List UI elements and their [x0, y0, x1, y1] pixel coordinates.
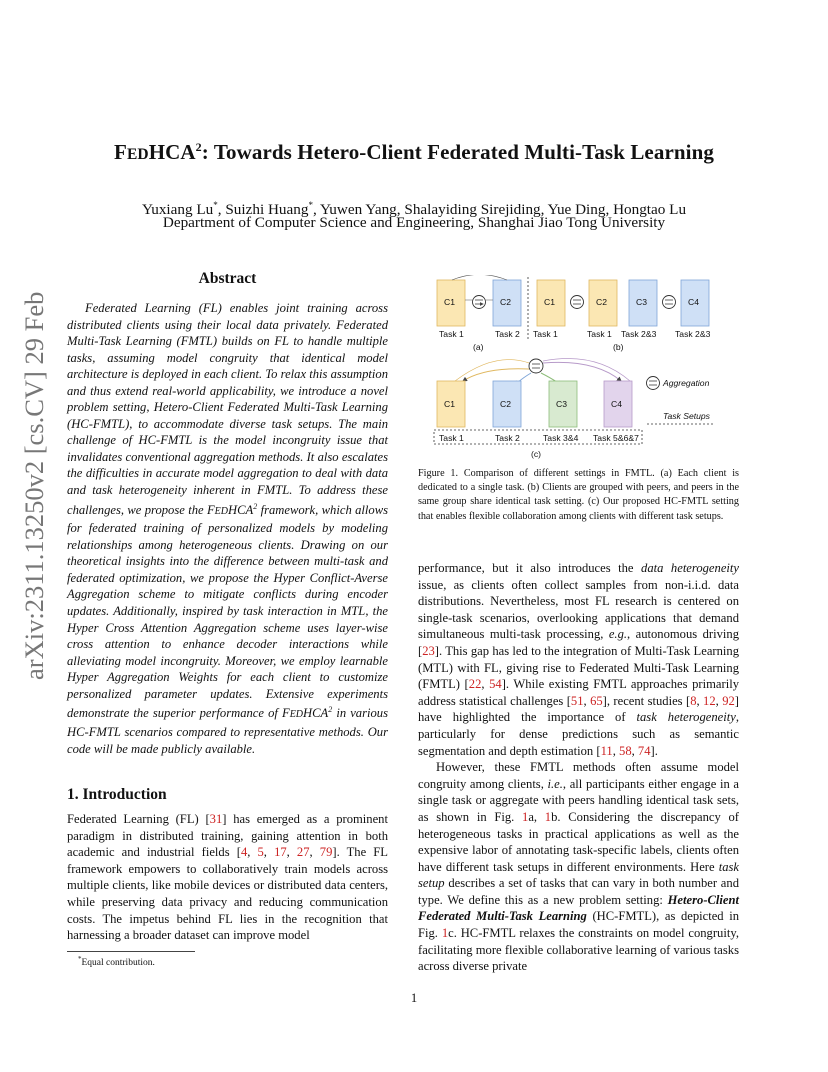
- right-column-text: [418, 560, 739, 975]
- author-list: Yuxiang Lu*, Suizhi Huang*, Yuwen Yang, Shalayiding Sirejiding, Yue Ding, Hongtao Lu: [141, 200, 687, 219]
- task-label: Task 1: [439, 329, 464, 339]
- task-label: Task 2&3: [675, 329, 711, 339]
- client-label: C3: [636, 297, 647, 307]
- citation-link[interactable]: 65: [590, 693, 603, 708]
- body-text: , all participants either engage in a single task or aggregate with peers handling identical task sets, as shown in Fig.: [418, 776, 739, 824]
- flow-arrow-c4: [543, 362, 621, 381]
- panel-label-b: (b): [613, 342, 624, 352]
- task-label: Task 2&3: [621, 329, 657, 339]
- client-label: C4: [611, 399, 622, 409]
- body-text: a,: [528, 809, 545, 824]
- body-text-italic: task heterogeneity: [636, 710, 736, 725]
- body-text: ]. This gap has led to the integration of Multi-Task Learning (MTL) with FL, giving rise to Federated Multi-Task Learning (FMTL) [: [418, 643, 739, 692]
- task-label: Task 5&6&7: [593, 433, 639, 443]
- abstract-heading: Abstract: [198, 270, 257, 287]
- client-label: C1: [544, 297, 555, 307]
- aggregation-icon: [663, 296, 676, 309]
- client-label: C2: [500, 399, 511, 409]
- citation-link[interactable]: 11: [600, 743, 613, 758]
- figure-caption: Figure 1. Comparison of different settings in FMTL. (a) Each client is dedicated to a single task. (b) Clients are grouped with peers, and peers in the same group share identical task setting. (c) Our proposed HC-FMTL setting that enables flexible collaboration among clients with different task setups.: [418, 468, 739, 522]
- abstract-text-2: framework, which allows for federated training of personalized models by modeling relationships among heterogeneous clients. Drawing on our theoretical insights into the difference between multi-task and federated optimization, we propose the Hyper Conflict-Averse Aggregation scheme to mitigate conflicts during encoder updates. Additionally, inspired by task interaction in MTL, the Hyper Cross Attention Aggregation scheme uses layer-wise cross attention to enhance decoder interactions while alleviating model incongruity. Moreover, we employ learnable Hyper Aggregation Weights for each client to customize personalized parameter updates. Extensive experiments demonstrate the superior performance of: [67, 502, 389, 721]
- body-text: ]. While existing FMTL approaches primarily address statistical challenges [: [418, 677, 739, 708]
- abstract-body: [67, 300, 388, 757]
- method-name-hca: HCA: [303, 706, 329, 721]
- body-text: , autonomous driving [: [418, 627, 739, 658]
- citation-link[interactable]: 5: [257, 845, 264, 860]
- method-name-sup: 2: [253, 501, 258, 511]
- abstract-text-3: in various HC-FMTL scenarios compared to representative methods. Our code will be made publicly available.: [67, 706, 389, 756]
- section-heading-introduction: 1. Introduction: [67, 786, 167, 803]
- body-text-italic: task setup: [418, 859, 739, 891]
- body-text: ] have highlighted the importance of: [418, 693, 739, 725]
- arxiv-identifier-text: arXiv:2311.13250v2 [cs.CV] 29 Feb 2024: [19, 285, 49, 680]
- citation-link[interactable]: 58: [619, 743, 632, 758]
- author-name: Suizhi Huang: [225, 201, 309, 219]
- task-label: Task 1: [439, 433, 464, 443]
- body-text-bold-italic: Hetero-Client Federated Multi-Task Learning: [418, 892, 739, 924]
- body-text: issue, as clients often collect samples from non-i.i.d. data distributions. Nevertheless, most FL research is centered on single-task scenarios, overlooking applications that demand simultaneous multi-task processing,: [418, 577, 739, 642]
- citation-link[interactable]: 54: [489, 677, 502, 692]
- citation-link[interactable]: 12: [703, 693, 716, 708]
- aggregation-icon: [571, 296, 584, 309]
- footnote-text: Equal contribution.: [81, 958, 155, 969]
- paragraph: performance, but it also introduces the data heterogeneity issue, as clients often collect samples from non-i.i.d. data distributions. Nevertheless, most FL research is centered on single-task scenarios, overlooking applications that demand simultaneous multi-task processing, e.g., autonomous driving [23]. This gap has led to the integration of Multi-Task Learning (MTL) with FL, giving rise to Federated Multi-Task Learning (FMTL) [22, 54]. While existing FMTL approaches primarily address statistical challenges [51, 65], recent studies [8, 12, 92] have highlighted the importance of task heterogeneity, particularly for dense predictions such as semantic segmentation and depth estimation [11, 58, 74].: [418, 561, 739, 758]
- paper-title: [0, 140, 828, 165]
- author-name: Yue Ding: [547, 201, 606, 219]
- body-text: However, these FMTL methods often assume model congruity among clients,: [418, 760, 739, 791]
- intro-text: ] has emerged as a prominent paradigm in distributed training, gaining attention in both academic and industrial fields [: [67, 812, 388, 860]
- body-text-italic: e.g.: [608, 627, 628, 642]
- paragraph: [418, 759, 739, 975]
- author-name: Yuxiang Lu: [141, 201, 214, 219]
- citation-link[interactable]: 22: [468, 677, 482, 692]
- citation-link[interactable]: 17: [274, 845, 287, 860]
- task-label: Task 2: [495, 329, 520, 339]
- task-label: Task 1: [587, 329, 612, 339]
- author-name: Hongtao Lu: [613, 201, 687, 219]
- figure-ref-link[interactable]: 1: [544, 809, 552, 824]
- citation-link[interactable]: 31: [209, 812, 223, 826]
- aggregation-icon: [473, 296, 486, 309]
- citation-link[interactable]: 8: [690, 693, 697, 708]
- legend-aggregation-icon: [647, 377, 660, 390]
- panel-label-c: (c): [531, 449, 542, 459]
- body-text: performance, but it also introduces the: [418, 561, 642, 575]
- author-mark: *: [213, 200, 218, 210]
- citation-link[interactable]: 74: [637, 743, 651, 758]
- citation-link[interactable]: 23: [422, 643, 435, 658]
- method-name-hca: HCA: [228, 502, 254, 517]
- method-name-sup: 2: [328, 705, 333, 715]
- arxiv-identifier: [14, 285, 50, 680]
- author-mark: *: [308, 200, 313, 210]
- author-name: Shalayiding Sirejiding: [404, 201, 541, 219]
- intro-text: Federated Learning (FL) [: [67, 812, 210, 826]
- legend-task-setups: Task Setups: [663, 411, 710, 421]
- footnote: [78, 955, 155, 968]
- page-number: 1: [410, 991, 418, 1005]
- citation-link[interactable]: 51: [570, 693, 584, 708]
- body-text-italic: data heterogeneity: [641, 561, 739, 575]
- citation-link[interactable]: 4: [240, 845, 248, 860]
- client-label: C4: [688, 297, 699, 307]
- body-text: b. Considering the discrepancy of heterogeneous tasks in practical applications as well as the expensive labor of annotating task-specific labels, clients often have different task setups in different environments. Here: [418, 809, 739, 874]
- figure-ref-link[interactable]: 1: [441, 926, 449, 941]
- body-text: ], recent studies [: [602, 693, 691, 708]
- intro-paragraph: Federated Learning (FL) [31] has emerged as a prominent paradigm in distributed training, gaining attention in both academic and industrial fields [4, 5, 17, 27, 79]. The FL framework empowers to collaboratively train models across multiple clients, like mobile devices or distributed data centers, while preserving data privacy and reducing communication costs. The impetus behind FL lies in the recognition that harnessing a broader dataset can improve model: [67, 812, 388, 943]
- author-name: Yuwen Yang: [319, 201, 397, 219]
- body-text: (HC-FMTL), as depicted in Fig.: [418, 909, 739, 941]
- task-label: Task 2: [495, 433, 520, 443]
- panel-label-a: (a): [473, 342, 484, 352]
- client-label: C3: [556, 399, 567, 409]
- connector: [452, 275, 507, 280]
- client-label: C1: [444, 297, 455, 307]
- client-label: C2: [596, 297, 607, 307]
- body-text: c. HC-FMTL relaxes the constraints on model congruity, facilitating more flexible collaborative learning of various tasks across diverse private: [418, 926, 739, 974]
- body-text: describes a set of tasks that can vary in both number and type. We define this as a new problem setting:: [418, 876, 739, 907]
- title-prefix-f: F: [114, 140, 127, 164]
- citation-link[interactable]: 27: [296, 845, 310, 860]
- method-name-f: F: [206, 502, 215, 517]
- body-text: , particularly for dense predictions such as semantic segmentation and depth estimation [: [418, 710, 739, 758]
- figure-ref-link[interactable]: 1: [522, 809, 529, 824]
- client-label: C1: [444, 399, 455, 409]
- title-superscript: 2: [195, 140, 202, 154]
- task-label: Task 1: [533, 329, 558, 339]
- method-name-ed: ED: [214, 505, 229, 517]
- flow-arrow-c1: [463, 369, 529, 381]
- citation-link[interactable]: 79: [319, 845, 333, 860]
- body-text-italic: i.e.: [547, 776, 563, 791]
- affiliation: Department of Computer Science and Engineering, Shanghai Jiao Tong University: [162, 214, 666, 231]
- footnote-divider: [67, 951, 195, 952]
- task-label: Task 3&4: [543, 433, 579, 443]
- aggregation-icon: [529, 359, 543, 373]
- body-text: ].: [650, 743, 658, 758]
- title-prefix-ed: ED: [126, 146, 149, 163]
- title-prefix-hca: HCA: [148, 140, 196, 164]
- footnote-mark: *: [78, 955, 82, 963]
- legend-aggregation: Aggregation: [663, 378, 710, 388]
- intro-text: ]. The FL framework empowers to collaboratively train models across multiple clients, like mobile devices or distributed data centers, while preserving data privacy and reducing communication costs. The impetus behind FL lies in the recognition that harnessing a broader dataset can improve model: [67, 845, 388, 943]
- citation-link[interactable]: 92: [722, 693, 735, 708]
- method-name-ed: ED: [289, 709, 304, 721]
- method-name-f: F: [281, 706, 290, 721]
- client-label: C2: [500, 297, 511, 307]
- figure-1: [425, 275, 755, 460]
- abstract-text-1: Federated Learning (FL) enables joint training across distributed clients using their local data privately. Federated Multi-Task Learning (FMTL) builds on FL to handle multiple tasks, assuming model congruity that identical model architecture is deployed in each client. To relax this assumption and thus extend real-world applicability, we introduce a novel problem setting, Hetero-Client Federated Multi-Task Learning (HC-FMTL), to accommodate diverse task setups. The main challenge of HC-FMTL is the model incongruity issue that invalidates conventional aggregation methods. It also escalates the difficulties in accurate model aggregation to deal with data and task heterogeneity inherent in FMTL. To address these challenges, we propose the: [67, 301, 388, 517]
- title-rest: : Towards Hetero-Client Federated Multi-Task Learning: [201, 140, 714, 164]
